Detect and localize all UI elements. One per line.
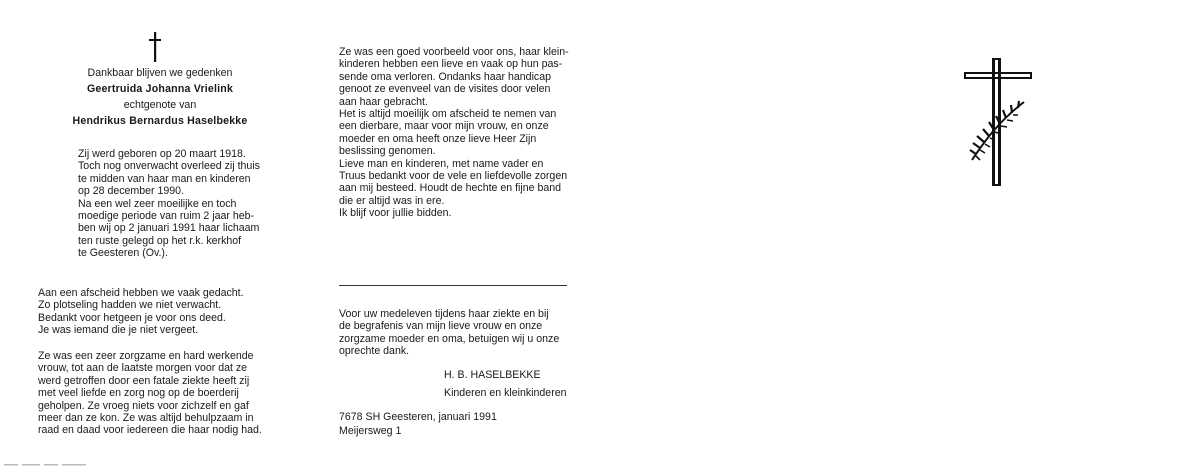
text-line: Zo plotseling hadden we niet verwacht.: [38, 299, 222, 312]
text-line: kinderen hebben een lieve en vaak op hun pas-: [339, 58, 563, 71]
text-line: Truus bedankt voor de vele en liefdevolle zorgen: [339, 170, 568, 183]
text-line: moedige periode van ruim 2 jaar heb-: [78, 210, 255, 223]
text-line: die er altijd was in ere.: [339, 194, 445, 207]
text-line: Zij werd geboren op 20 maart 1918.: [78, 148, 246, 160]
text-line: aan haar gebracht.: [339, 95, 428, 108]
deceased-name: Geertruida Johanna Vrielink: [86, 83, 234, 95]
text-line: meer dan ze kon. Ze was altijd behulpzaam in: [38, 412, 254, 425]
text-line: Bedankt voor hetgeen je voor ons deed.: [38, 311, 226, 324]
intro-block: [60, 65, 260, 129]
text-line: Ik blijf voor jullie bidden.: [339, 207, 452, 220]
print-edge-marks: [0, 462, 100, 468]
text-line: Voor uw medeleven tijdens haar ziekte en bij: [339, 308, 549, 320]
text-line: te Geesteren (Ov.).: [78, 247, 168, 260]
text-line: vrouw, tot aan de laatste morgen voor dat ze: [38, 362, 248, 375]
section-divider: [339, 285, 567, 286]
text-line: zorgzame moeder en oma, betuigen wij u onze: [339, 332, 560, 345]
text-line: Toch nog onverwacht overleed zij thuis: [78, 160, 260, 173]
text-line: een dierbare, maar voor mijn vrouw, en onze: [339, 120, 549, 133]
text-line: genoot ze evenveel van de visites door velen: [339, 83, 551, 96]
text-line: op 28 december 1990.: [78, 185, 185, 198]
text-line: raad en daad voor iedereen die haar nodig had.: [38, 424, 262, 437]
latin-cross-icon: [147, 32, 163, 62]
text-line: te midden van haar man en kinderen: [78, 172, 251, 185]
text-line: Lieve man en kinderen, met name vader en: [339, 157, 544, 170]
personal-message: [339, 46, 579, 220]
text-line: oprechte dank.: [339, 345, 410, 358]
text-line: ten ruste gelegd op het r.k. kerkhof: [78, 234, 242, 247]
text-line: Het is altijd moeilijk om afscheid te nemen van: [339, 108, 557, 121]
spouse-name: Hendrikus Bernardus Haselbekke: [72, 115, 248, 127]
text-line: aan mij besteed. Houdt de hechte en fijne band: [339, 182, 562, 195]
bio-paragraph: [78, 148, 264, 260]
text-line: moeder en oma heeft onze lieve Heer Zijn: [339, 132, 537, 145]
text-line: geholpen. Ze vroeg niets voor zichzelf en gaf: [38, 399, 249, 412]
address-line: Meijersweg 1: [339, 425, 402, 437]
signer-name: H. B. HASELBEKKE: [444, 369, 541, 381]
thanks-paragraph: [339, 308, 579, 358]
text-line: Na een wel zeer moeilijke en toch: [78, 197, 237, 210]
relation-text: echtgenote van: [123, 99, 197, 111]
address-line: 7678 SH Geesteren, januari 1991: [339, 411, 497, 423]
intro-remembrance: Dankbaar blijven we gedenken: [87, 67, 233, 79]
cross-with-palm-icon: [962, 56, 1034, 188]
text-line: Ze was een zeer zorgzame en hard werkende: [38, 350, 254, 362]
text-line: ben wij op 2 januari 1991 haar lichaam: [78, 222, 260, 235]
text-line: sende oma verloren. Ondanks haar handicap: [339, 70, 552, 83]
poem-block: [38, 287, 268, 337]
text-line: werd getroffen door een fatale ziekte heeft zij: [38, 374, 250, 387]
text-line: beslissing genomen.: [339, 145, 436, 158]
text-line: de begrafenis van mijn lieve vrouw en onze: [339, 320, 543, 333]
tribute-paragraph: [38, 350, 278, 437]
signer-family: Kinderen en kleinkinderen: [444, 387, 567, 399]
text-line: Ze was een goed voorbeeld voor ons, haar klein-: [339, 46, 569, 58]
text-line: Je was iemand die je niet vergeet.: [38, 324, 199, 337]
text-line: met veel liefde en zorg nog op de boerderij: [38, 387, 239, 400]
address-block: [339, 410, 539, 438]
signature-block: [444, 366, 584, 402]
text-line: Aan een afscheid hebben we vaak gedacht.: [38, 287, 244, 299]
